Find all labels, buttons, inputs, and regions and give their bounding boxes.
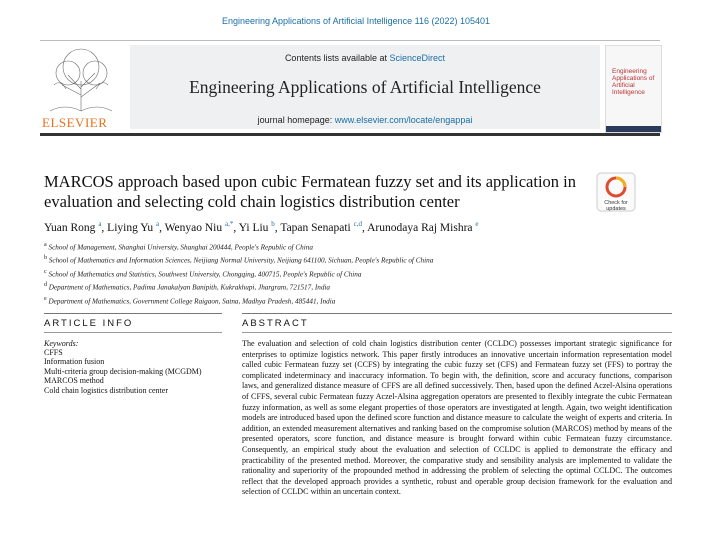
journal-title: Engineering Applications of Artificial Intelligence (189, 77, 541, 97)
cover-title: Engineering Applications of Artificial Intelligence (612, 68, 655, 96)
author[interactable]: Liying Yu $^a$ (107, 220, 160, 234)
check-for-updates-label: Check for updates (604, 200, 628, 212)
contents-prefix: Contents lists available at (284, 53, 387, 63)
elsevier-tree-icon (40, 45, 122, 115)
keyword: Multi-criteria group decision-making (MCGDM) (44, 366, 202, 376)
affiliation: $^e$ Department of Mathematics, Government College Raigaon, Satna, Madhya Pradesh, 485441, India (44, 295, 336, 305)
keyword: CFFS (44, 348, 63, 357)
author[interactable]: Yi Liu $^b$ (238, 220, 275, 234)
author[interactable]: Tapan Senapati $^{c,d}$ (280, 220, 362, 234)
check-for-updates-badge[interactable] (596, 172, 636, 212)
homepage-prefix: journal homepage: (257, 115, 333, 125)
affiliation: $^d$ Department of Mathematics, Padima Janakalyan Banipith, Kukrakhupi, Jhargram, 721517, India (44, 282, 331, 292)
affiliation: $^b$ School of Mathematics and Information Sciences, Neijiang Normal University, Neijiang 641100, Sichuan, People's Republic of China (44, 255, 434, 265)
sciencedirect-link[interactable]: ScienceDirect (389, 53, 446, 63)
abstract-text: The evaluation and selection of cold chain logistics distribution center (CCLDC) possesses important strategic significance for enterprises to optimize logistics network. This paper firstly introduces an innovative uncertain information representation model called cubic Fermatean fuzzy set (CCFS) by integrating the cubic fuzzy set (CFS) and Fermatean fuzzy set (FFS) to portray the complicated indeterminacy and inaccuracy information. To begin with, the definition, score and accuracy functions, comparison laws, and generalized distance measure of CFFS are all defined successively. Then, based upon the defined Aczel-Alsina operations of CFFS, several cubic Fermatean fuzzy Aczel-Alsina aggregation operators are presented to flexibly integrate the cubic Fermatean fuzzy information, as well as some elegant properties of those operators are investigated at length. Again, two weight identification models are introduced based upon the defined score function and distance measure to calculate the weight of experts and criteria. In addition, an extended measurement alternatives and ranking based on the compromise solution (MARCOS) method by means of the presented operators, score function, and distance measure is brought forward within cubic Fermatean fuzzy circumstance. Consequently, an empirical study about the evaluation and selection of CCLDC is applied to demonstrate the efficacy and practicability of the presented method. Moreover, the comparative study and sensibility analysis are implemented to validate the rationality and superiority of the propounded method in addressing the problem of selecting the optimal CCLDC. The outcomes reflect that the developed approach provides a synthetic, robust and operable group decision framework for the evaluation and selection of CCLDC within an uncertain context. (242, 339, 672, 497)
affiliations (44, 240, 664, 307)
homepage-link[interactable]: www.elsevier.com/locate/engappai (334, 115, 473, 125)
keyword: Information fusion (44, 357, 105, 367)
elsevier-wordmark: ELSEVIER (42, 115, 108, 130)
keyword: Cold chain logistics distribution center (44, 385, 168, 395)
article-info-rule-bottom (44, 332, 222, 333)
journal-masthead (40, 40, 660, 136)
journal-cover-thumbnail[interactable] (605, 45, 662, 133)
article-info-heading: ARTICLE INFO (44, 318, 134, 329)
abstract-rule-top (242, 313, 672, 314)
keywords-label: Keywords: (44, 339, 79, 348)
journal-citation-line[interactable]: Engineering Applications of Artificial Intelligence 116 (2022) 105401 (221, 16, 490, 26)
article-title: MARCOS approach based upon cubic Fermatean fuzzy set and its application in evaluation and selecting cold chain logistics distribution center (44, 172, 576, 211)
keywords-list (44, 348, 202, 395)
elsevier-logo[interactable] (40, 45, 122, 131)
homepage-line (130, 115, 600, 125)
article-info-rule-top (44, 313, 222, 314)
author[interactable]: Yuan Rong $^a$ (44, 220, 102, 234)
author-list: Yuan Rong $^a$, Liying Yu $^a$, Wenyao Niu $^{a,*}$, Yi Liu $^b$, Tapan Senapati $^{c,d}$, Arunodaya Raj Mishra $^e$ (44, 220, 479, 234)
author[interactable]: Wenyao Niu $^{a,*}$ (164, 220, 234, 234)
author[interactable]: Arunodaya Raj Mishra $^e$ (367, 220, 479, 234)
contents-line (130, 53, 600, 63)
abstract-heading: ABSTRACT (242, 318, 309, 329)
abstract-rule-bottom (242, 332, 672, 333)
affiliation: $^a$ School of Management, Shanghai University, Shanghai 200444, People's Republic of China (44, 242, 313, 252)
journal-info-box (130, 45, 600, 129)
keyword: MARCOS method (44, 376, 104, 386)
affiliation: $^c$ School of Mathematics and Statistics, Southwest University, Chongqing, 400715, People's Republic of China (44, 268, 362, 279)
cover-footer-bar (606, 126, 661, 132)
